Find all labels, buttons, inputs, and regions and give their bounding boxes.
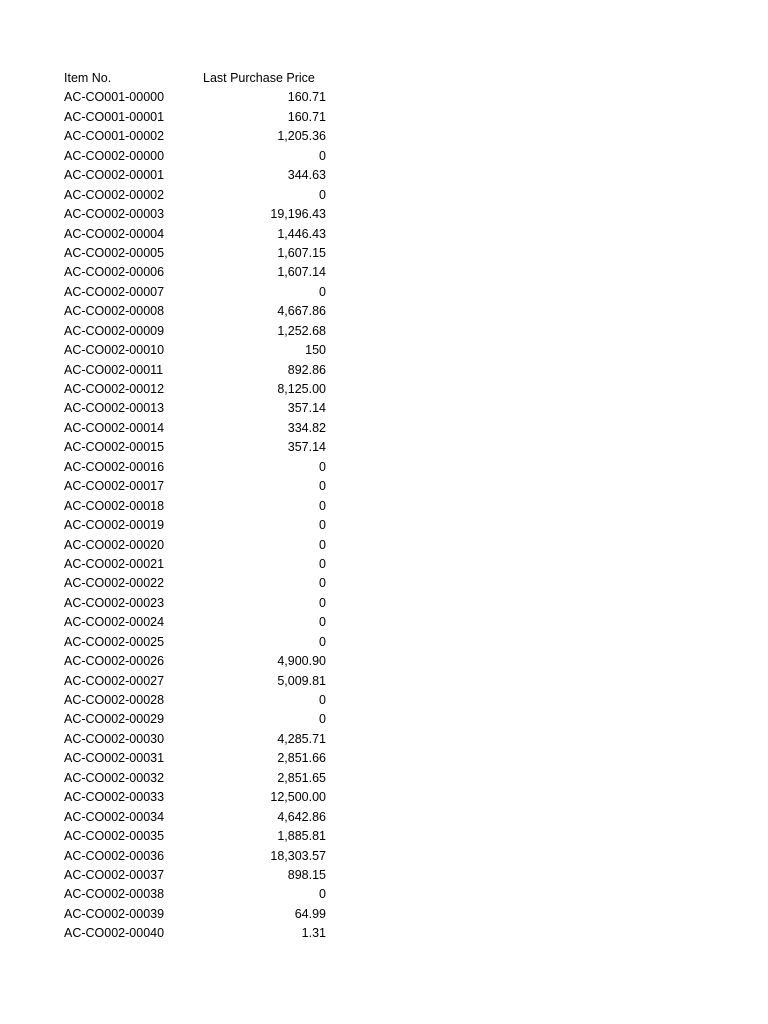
table-row bbox=[64, 380, 334, 399]
table-row bbox=[64, 710, 334, 729]
item-no-cell: AC-CO002-00026 bbox=[64, 654, 165, 669]
item-no-cell: AC-CO002-00029 bbox=[64, 712, 165, 727]
last-purchase-price-cell: 2,851.65 bbox=[277, 770, 326, 785]
item-no-cell: AC-CO002-00021 bbox=[64, 556, 165, 571]
item-no-cell: AC-CO002-00037 bbox=[64, 867, 165, 882]
last-purchase-price-cell: 0 bbox=[319, 479, 326, 494]
item-no-cell: AC-CO002-00036 bbox=[64, 848, 165, 863]
last-purchase-price-cell: 19,196.43 bbox=[270, 207, 326, 222]
table-row bbox=[64, 691, 334, 710]
last-purchase-price-cell: 160.71 bbox=[287, 109, 326, 124]
item-no-cell: AC-CO001-00002 bbox=[64, 129, 165, 144]
table-row bbox=[64, 613, 334, 632]
last-purchase-price-cell: 0 bbox=[319, 634, 326, 649]
table-row bbox=[64, 477, 334, 496]
table-row bbox=[64, 341, 334, 360]
last-purchase-price-cell: 357.14 bbox=[287, 440, 326, 455]
item-no-cell: AC-CO002-00012 bbox=[64, 382, 165, 396]
table-row bbox=[64, 769, 334, 788]
last-purchase-price-cell: 0 bbox=[319, 284, 326, 299]
item-no-cell: AC-CO002-00003 bbox=[64, 207, 165, 222]
table-header-row bbox=[64, 69, 334, 88]
table-row bbox=[64, 516, 334, 535]
last-purchase-price-cell: 0 bbox=[319, 887, 326, 902]
table-row bbox=[64, 399, 334, 418]
item-no-cell: AC-CO002-00008 bbox=[64, 304, 165, 319]
table-row bbox=[64, 847, 334, 866]
last-purchase-price-cell: 0 bbox=[319, 498, 326, 513]
item-no-cell: AC-CO002-00014 bbox=[64, 420, 165, 435]
table-row bbox=[64, 244, 334, 263]
last-purchase-price-cell: 4,642.86 bbox=[277, 809, 326, 824]
table-row bbox=[64, 672, 334, 691]
last-purchase-price-cell: 0 bbox=[319, 537, 326, 552]
table-row bbox=[64, 633, 334, 652]
item-no-cell: AC-CO002-00004 bbox=[64, 226, 165, 241]
last-purchase-price-cell: 1,885.81 bbox=[277, 829, 326, 844]
header-item-no: Item No. bbox=[64, 71, 112, 85]
item-no-cell: AC-CO002-00023 bbox=[64, 595, 165, 610]
item-no-cell: AC-CO002-00006 bbox=[64, 265, 165, 280]
table-row bbox=[64, 749, 334, 768]
last-purchase-price-cell: 357.14 bbox=[287, 401, 326, 416]
item-no-cell: AC-CO002-00013 bbox=[64, 401, 165, 416]
item-no-cell: AC-CO002-00011 bbox=[64, 362, 164, 377]
item-no-cell: AC-CO001-00000 bbox=[64, 90, 165, 105]
table-row bbox=[64, 497, 334, 516]
item-no-cell: AC-CO002-00007 bbox=[64, 284, 165, 299]
last-purchase-price-cell: 64.99 bbox=[294, 906, 326, 921]
item-no-cell: AC-CO002-00040 bbox=[64, 926, 165, 941]
table-row bbox=[64, 652, 334, 671]
table-row bbox=[64, 866, 334, 885]
item-no-cell: AC-CO002-00020 bbox=[64, 537, 165, 552]
item-no-cell: AC-CO002-00034 bbox=[64, 809, 165, 824]
last-purchase-price-cell: 4,667.86 bbox=[277, 304, 326, 319]
table-row bbox=[64, 147, 334, 166]
table-row bbox=[64, 283, 334, 302]
last-purchase-price-cell: 150 bbox=[305, 343, 326, 358]
last-purchase-price-cell: 0 bbox=[319, 595, 326, 610]
last-purchase-price-cell: 4,285.71 bbox=[277, 731, 326, 746]
table-row bbox=[64, 827, 334, 846]
last-purchase-price-cell: 12,500.00 bbox=[270, 790, 326, 805]
last-purchase-price-cell: 334.82 bbox=[287, 420, 326, 435]
item-no-cell: AC-CO002-00002 bbox=[64, 187, 165, 202]
item-no-cell: AC-CO002-00027 bbox=[64, 673, 165, 688]
last-purchase-price-cell: 1,252.68 bbox=[277, 323, 326, 338]
last-purchase-price-cell: 160.71 bbox=[287, 90, 326, 105]
table-row bbox=[64, 885, 334, 904]
table-row bbox=[64, 225, 334, 244]
table-row bbox=[64, 924, 334, 943]
last-purchase-price-cell: 0 bbox=[319, 556, 326, 571]
item-no-cell: AC-CO002-00018 bbox=[64, 498, 165, 513]
table-row bbox=[64, 905, 334, 924]
item-no-cell: AC-CO002-00038 bbox=[64, 887, 165, 902]
table-row bbox=[64, 574, 334, 593]
item-no-cell: AC-CO002-00017 bbox=[64, 479, 165, 494]
last-purchase-price-cell: 344.63 bbox=[287, 168, 326, 183]
item-no-cell: AC-CO002-00000 bbox=[64, 148, 165, 163]
item-no-cell: AC-CO002-00015 bbox=[64, 440, 165, 455]
item-no-cell: AC-CO001-00001 bbox=[64, 109, 165, 124]
last-purchase-price-cell: 18,303.57 bbox=[270, 848, 326, 863]
item-no-cell: AC-CO002-00028 bbox=[64, 693, 165, 707]
table-row bbox=[64, 166, 334, 185]
item-no-cell: AC-CO002-00022 bbox=[64, 576, 165, 591]
table-row bbox=[64, 419, 334, 438]
table-row bbox=[64, 438, 334, 457]
last-purchase-price-cell: 5,009.81 bbox=[277, 673, 326, 688]
last-purchase-price-cell: 2,851.66 bbox=[277, 751, 326, 766]
last-purchase-price-cell: 0 bbox=[319, 615, 326, 630]
table-row bbox=[64, 788, 334, 807]
price-table bbox=[64, 69, 334, 944]
last-purchase-price-cell: 0 bbox=[319, 187, 326, 202]
table-row bbox=[64, 302, 334, 321]
item-no-cell: AC-CO002-00016 bbox=[64, 459, 165, 474]
item-no-cell: AC-CO002-00035 bbox=[64, 829, 165, 844]
table-row bbox=[64, 127, 334, 146]
table-row bbox=[64, 186, 334, 205]
table-row bbox=[64, 205, 334, 224]
table-row bbox=[64, 322, 334, 341]
item-no-cell: AC-CO002-00031 bbox=[64, 751, 165, 766]
item-no-cell: AC-CO002-00032 bbox=[64, 770, 165, 785]
table-row bbox=[64, 594, 334, 613]
last-purchase-price-cell: 1.31 bbox=[301, 926, 326, 941]
table-row bbox=[64, 536, 334, 555]
table-row bbox=[64, 88, 334, 107]
table-row bbox=[64, 458, 334, 477]
table-row bbox=[64, 361, 334, 380]
item-no-cell: AC-CO002-00019 bbox=[64, 518, 165, 533]
last-purchase-price-cell: 0 bbox=[319, 576, 326, 591]
last-purchase-price-cell: 0 bbox=[319, 518, 326, 533]
item-no-cell: AC-CO002-00024 bbox=[64, 615, 165, 630]
last-purchase-price-cell: 4,900.90 bbox=[277, 654, 326, 669]
table-row bbox=[64, 555, 334, 574]
item-no-cell: AC-CO002-00005 bbox=[64, 245, 165, 260]
last-purchase-price-cell: 1,607.15 bbox=[277, 245, 326, 260]
last-purchase-price-cell: 1,205.36 bbox=[277, 129, 326, 144]
last-purchase-price-cell: 0 bbox=[319, 693, 326, 707]
last-purchase-price-cell: 0 bbox=[319, 148, 326, 163]
item-no-cell: AC-CO002-00030 bbox=[64, 731, 165, 746]
item-no-cell: AC-CO002-00033 bbox=[64, 790, 165, 805]
item-no-cell: AC-CO002-00001 bbox=[64, 168, 165, 183]
table-row bbox=[64, 263, 334, 282]
header-last-purchase-price: Last Purchase Price bbox=[203, 71, 315, 85]
last-purchase-price-cell: 1,446.43 bbox=[277, 226, 326, 241]
last-purchase-price-cell: 1,607.14 bbox=[277, 265, 326, 280]
last-purchase-price-cell: 0 bbox=[319, 712, 326, 727]
item-no-cell: AC-CO002-00009 bbox=[64, 323, 165, 338]
item-no-cell: AC-CO002-00010 bbox=[64, 343, 165, 358]
item-no-cell: AC-CO002-00025 bbox=[64, 634, 165, 649]
last-purchase-price-cell: 892.86 bbox=[287, 362, 326, 377]
table-row bbox=[64, 108, 334, 127]
last-purchase-price-cell: 0 bbox=[319, 459, 326, 474]
last-purchase-price-cell: 8,125.00 bbox=[277, 382, 326, 396]
item-no-cell: AC-CO002-00039 bbox=[64, 906, 165, 921]
last-purchase-price-cell: 898.15 bbox=[287, 867, 326, 882]
table-body bbox=[64, 88, 334, 943]
table-row bbox=[64, 730, 334, 749]
table-row bbox=[64, 808, 334, 827]
